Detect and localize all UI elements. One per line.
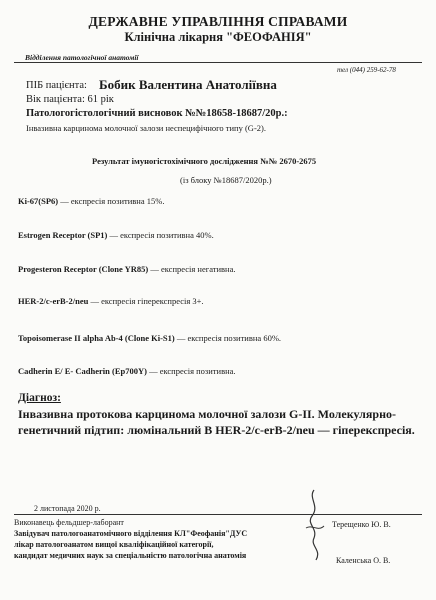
phone-number: тел (044) 259-62-78 — [337, 66, 396, 74]
marker-line: Ki-67(SP6) — експресія позитивна 15%. — [18, 196, 165, 206]
head-title-line1: Завідувач патологоанатомічного відділення КЛ"Феофанія"ДУС — [14, 529, 248, 538]
handwritten-signature-icon — [300, 488, 330, 568]
diagnosis-label: Діагноз: — [18, 392, 61, 404]
histology-conclusion: Патологогістологічний висновок №№18658-18687/20р.: — [26, 108, 288, 119]
head-title-line3: кандидат медичних наук за спеціальністю патологічна анатомія — [14, 551, 247, 560]
hospital-name: Клінічна лікарня "ФЕОФАНІЯ" — [124, 30, 312, 44]
patient-name-value: Бобик Валентина Анатоліївна — [99, 77, 277, 92]
performer-title: Виконавець фельдшер-лаборант — [14, 518, 124, 527]
ihc-block-reference: (із блоку №18687/2020р.) — [180, 175, 272, 185]
document-title: ДЕРЖАВНЕ УПРАВЛІННЯ СПРАВАМИ — [88, 14, 348, 29]
diagnosis-text: Інвазивна протокова карцинома молочної залози G-II. Молекулярно-генетичний підтип: люмінальний В HER-2/c-erB-2/neu — гіперекспресія. — [18, 407, 415, 437]
report-date: 2 листопада 2020 р. — [34, 504, 101, 513]
signer-name-1: Терещенко Ю. В. — [332, 520, 391, 529]
patient-name-label: ПІБ пацієнта: — [26, 80, 87, 91]
marker-line: Topoisomerase II alpha Ab-4 (Clone Ki-S1) — експресія позитивна 60%. — [18, 333, 282, 343]
head-title-line2: лікар патологоанатом вищої кваліфікаційної категорії, — [14, 540, 214, 549]
patient-age: Вік пацієнта: 61 рік — [26, 94, 114, 105]
marker-line: Estrogen Receptor (SP1) — експресія позитивна 40%. — [18, 230, 214, 240]
marker-line: Progesteron Receptor (Clone YR85) — експресія негативна. — [18, 264, 236, 274]
footer-rule — [14, 514, 422, 515]
marker-line: HER-2/c-erB-2/neu — експресія гіперекспресія 3+. — [18, 296, 204, 306]
ihc-result-title: Результат імуногістохімічного дослідження №№ 2670-2675 — [92, 156, 317, 166]
signer-name-2: Каленська О. В. — [336, 556, 391, 565]
histology-finding: Інвазивна карцинома молочної залози неспецифічного типу (G-2). — [26, 123, 266, 133]
header-rule — [14, 62, 422, 63]
department-name: Відділення патологічної анатомії — [25, 53, 139, 62]
marker-line: Cadherin E/ E- Cadherin (Ep700Y) — експресія позитивна. — [18, 366, 236, 376]
